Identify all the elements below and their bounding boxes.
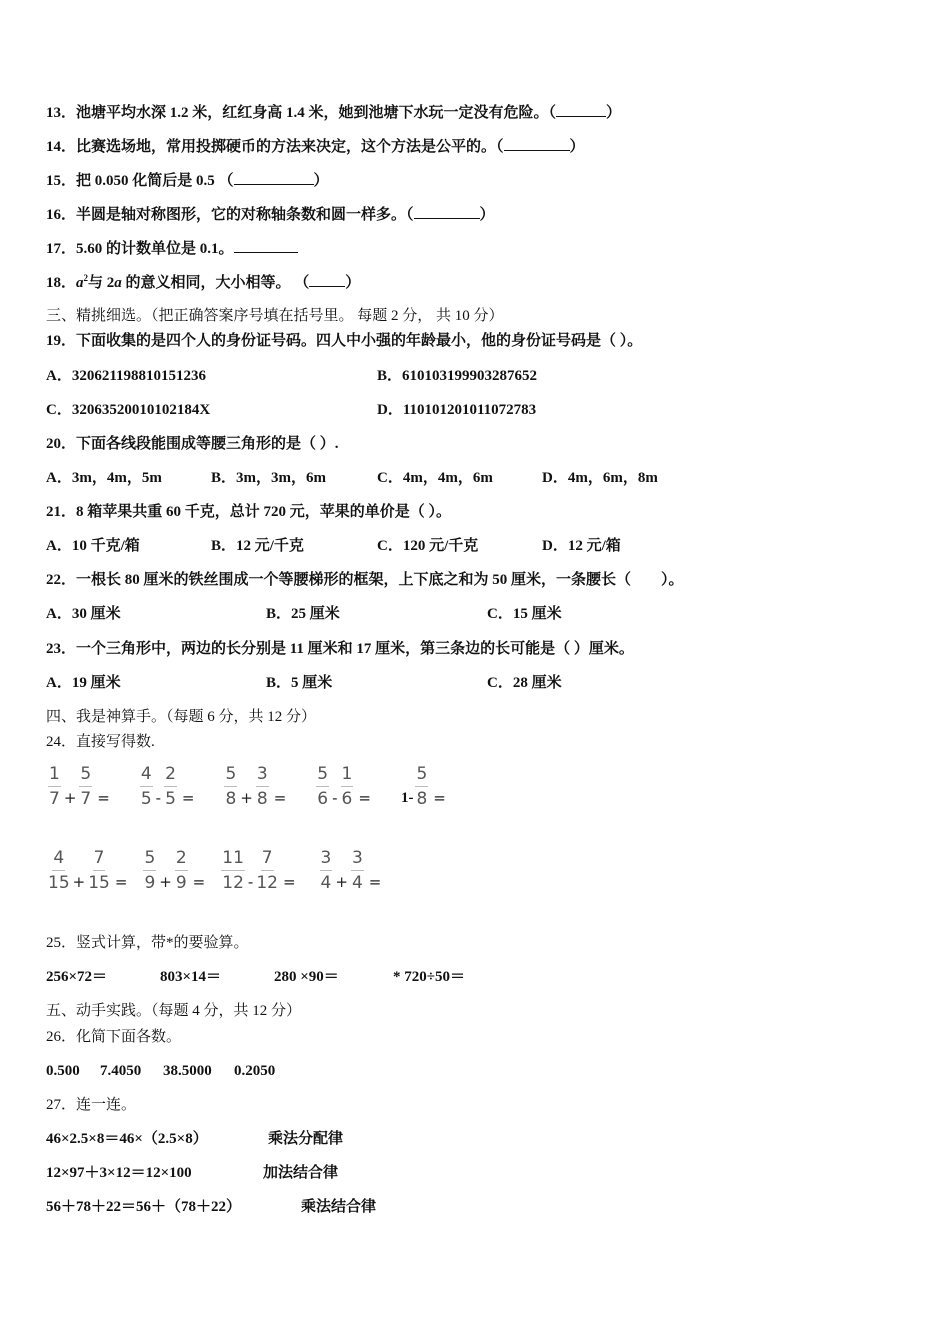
fraction: [320, 848, 333, 893]
fraction: [164, 764, 177, 809]
question-27: 27．连一连。: [46, 1097, 137, 1113]
denominator: 9: [144, 873, 156, 893]
match-right-item[interactable]: 乘法分配律: [268, 1131, 344, 1147]
question-text: 16．半圆是轴对称图形，它的对称轴条数和圆一样多。（: [46, 207, 414, 223]
numerator: 3: [256, 764, 269, 787]
fraction-row-2: [46, 848, 409, 893]
equals-sign: =: [181, 789, 195, 807]
question-text: 15．把 0.050 化简后是 0.5 （: [46, 173, 234, 189]
question-text: 与 2: [88, 275, 115, 291]
fraction-expression: [138, 764, 195, 809]
calc-item: 256×72＝: [46, 969, 108, 985]
question-14: [46, 136, 585, 157]
operator: -: [332, 789, 338, 807]
calc-item: * 720÷50＝: [393, 969, 465, 985]
denominator: 8: [225, 789, 237, 809]
question-18: [46, 272, 360, 293]
operator: +: [63, 789, 77, 807]
variable-a: a: [76, 275, 84, 291]
fraction-expression: [401, 764, 446, 809]
equals-sign: =: [433, 789, 446, 807]
answer-blank[interactable]: [234, 170, 314, 185]
question-23: 23．一个三角形中，两边的长分别是 11 厘米和 17 厘米，第三条边的长可能是（ ）厘米。: [46, 641, 634, 657]
numerator: 1: [48, 764, 61, 787]
fraction-expression: [219, 848, 295, 893]
question-20: 20．下面各线段能围成等腰三角形的是（ ）.: [46, 436, 339, 452]
question-number: 18．: [46, 275, 77, 291]
variable-a: a: [114, 275, 122, 291]
equals-sign: =: [273, 789, 287, 807]
answer-blank[interactable]: [234, 238, 298, 253]
section-5-header: 五、动手实践。（每题 4 分，共 12 分）: [46, 1003, 302, 1019]
option-21-a[interactable]: A．10 千克/箱: [46, 538, 140, 554]
fraction-expression: [141, 848, 205, 893]
paren-close: ）: [569, 139, 585, 155]
question-16: [46, 204, 495, 225]
whole-number: 1-: [400, 790, 414, 806]
equals-sign: =: [368, 873, 382, 891]
denominator: 15: [88, 873, 110, 893]
calc-item: 803×14＝: [160, 969, 222, 985]
question-26: 26．化简下面各数。: [46, 1029, 182, 1045]
denominator: 7: [80, 789, 92, 809]
option-22-a[interactable]: A．30 厘米: [46, 606, 121, 622]
question-25: 25．竖式计算，带*的要验算。: [46, 935, 249, 951]
option-19-c[interactable]: C．32063520010102184X: [46, 402, 211, 418]
numerator: 5: [224, 764, 237, 787]
option-22-b[interactable]: B．25 厘米: [266, 606, 340, 622]
denominator: 7: [49, 789, 60, 809]
fraction: [143, 848, 156, 893]
question-17: [46, 238, 298, 259]
question-text: 13．池塘平均水深 1.2 米，红红身高 1.4 米，她到池塘下水玩一定没有危险。（: [46, 105, 557, 121]
answer-blank[interactable]: [556, 102, 606, 117]
fraction: [48, 764, 61, 809]
numerator: 1: [341, 764, 354, 787]
fraction-expression: [46, 764, 110, 809]
section-4-header: 四、我是神算手。（每题 6 分，共 12 分）: [46, 709, 317, 725]
denominator: 8: [416, 789, 428, 809]
option-23-b[interactable]: B．5 厘米: [266, 675, 333, 691]
numerator: 5: [415, 764, 428, 787]
option-23-c[interactable]: C．28 厘米: [487, 675, 562, 691]
match-right-item[interactable]: 乘法结合律: [301, 1199, 377, 1215]
question-13: [46, 102, 621, 123]
numerator: 2: [164, 764, 177, 787]
fraction: [341, 764, 354, 809]
numerator: 2: [175, 848, 188, 871]
answer-blank[interactable]: [309, 272, 345, 287]
fraction: [256, 764, 269, 809]
numerator: 4: [140, 764, 153, 787]
paren-close: ）: [345, 275, 361, 291]
option-19-b[interactable]: B．610103199903287652: [377, 368, 538, 384]
equals-sign: =: [282, 873, 296, 891]
question-24: 24．直接写得数.: [46, 734, 155, 750]
operator: +: [72, 873, 86, 891]
fraction: [256, 848, 278, 893]
option-20-d[interactable]: D．4m，6m，8m: [542, 470, 658, 486]
number-item: 38.5000: [163, 1063, 212, 1079]
operator: +: [240, 789, 253, 807]
equals-sign: =: [192, 873, 206, 891]
denominator: 4: [320, 873, 332, 893]
question-text: 17．5.60 的计数单位是 0.1。: [46, 241, 234, 257]
question-22: 22．一根长 80 厘米的铁丝围成一个等腰梯形的框架，上下底之和为 50 厘米，一条腰长（ ）。: [46, 572, 684, 588]
answer-blank[interactable]: [414, 204, 480, 219]
question-21: 21．8 箱苹果共重 60 千克，总计 720 元，苹果的单价是（ ）。: [46, 504, 452, 520]
exponent: 2: [83, 273, 89, 283]
paren-close: ）: [479, 207, 495, 223]
numerator: 7: [93, 848, 106, 871]
numerator: 3: [320, 848, 333, 871]
fraction: [224, 764, 237, 809]
number-item: 0.500: [46, 1063, 80, 1079]
numerator: 5: [79, 764, 92, 787]
denominator: 12: [256, 873, 278, 893]
option-19-a[interactable]: A．320621198810151236: [46, 368, 207, 384]
equals-sign: =: [97, 789, 110, 807]
denominator: 12: [222, 873, 244, 893]
match-left-item[interactable]: 12×97＋3×12＝12×100: [46, 1165, 192, 1181]
numerator: 7: [261, 848, 274, 871]
numerator: 5: [316, 764, 329, 787]
numerator: 4: [52, 848, 65, 871]
denominator: 9: [175, 873, 187, 893]
option-20-a[interactable]: A．3m，4m，5m: [46, 470, 162, 486]
denominator: 6: [317, 789, 329, 809]
operator: -: [155, 789, 162, 807]
denominator: 4: [351, 873, 363, 893]
fraction-row-1: [46, 764, 474, 809]
fraction: [351, 848, 364, 893]
denominator: 6: [341, 789, 353, 809]
operator: +: [159, 873, 172, 891]
option-21-d[interactable]: D．12 元/箱: [542, 538, 621, 554]
fraction-expression: [314, 764, 371, 809]
answer-blank[interactable]: [504, 136, 570, 151]
option-20-b[interactable]: B．3m，3m，6m: [211, 470, 326, 486]
question-19: 19．下面收集的是四个人的身份证号码。四人中小强的年龄最小，他的身份证号码是（ ）。: [46, 333, 643, 349]
equals-sign: =: [358, 789, 371, 807]
section-3-header: 三、精挑细选。（把正确答案序号填在括号里。 每题 2 分， 共 10 分）: [46, 308, 504, 324]
fraction: [175, 848, 188, 893]
option-19-d[interactable]: D．110101201011072783: [377, 402, 537, 418]
equals-sign: =: [114, 873, 128, 891]
fraction: [415, 764, 428, 809]
denominator: 8: [256, 789, 268, 809]
question-text: 14．比赛选场地，常用投掷硬币的方法来决定，这个方法是公平的。（: [46, 139, 504, 155]
option-21-b[interactable]: B．12 元/千克: [211, 538, 304, 554]
option-22-c[interactable]: C．15 厘米: [487, 606, 562, 622]
question-text: 的意义相同，大小相等。 （: [121, 275, 310, 291]
numerator: 11: [221, 848, 245, 871]
operator: -: [247, 873, 254, 891]
number-item: 0.2050: [234, 1063, 276, 1079]
denominator: 5: [140, 789, 152, 809]
fraction-expression: [46, 848, 127, 893]
option-21-c[interactable]: C．120 元/千克: [377, 538, 479, 554]
paren-close: ）: [313, 173, 329, 189]
fraction: [140, 764, 153, 809]
fraction: [316, 764, 329, 809]
fraction: [88, 848, 110, 893]
operator: +: [335, 873, 348, 891]
denominator: 5: [165, 789, 176, 809]
question-15: [46, 170, 329, 191]
fraction: [79, 764, 92, 809]
option-23-a[interactable]: A．19 厘米: [46, 675, 121, 691]
fraction-expression: [222, 764, 286, 809]
fraction-expression: [318, 848, 382, 893]
denominator: 15: [48, 873, 70, 893]
match-left-item[interactable]: 46×2.5×8＝46×（2.5×8）: [46, 1131, 208, 1147]
option-20-c[interactable]: C．4m，4m，6m: [377, 470, 493, 486]
match-left-item[interactable]: 56＋78＋22＝56＋（78＋22）: [46, 1199, 242, 1215]
numerator: 5: [143, 848, 156, 871]
fraction: [221, 848, 245, 893]
match-right-item[interactable]: 加法结合律: [263, 1165, 339, 1181]
calc-item: 280 ×90＝: [274, 969, 339, 985]
fraction: [48, 848, 70, 893]
number-item: 7.4050: [100, 1063, 142, 1079]
numerator: 3: [351, 848, 364, 871]
paren-close: ）: [606, 105, 622, 121]
